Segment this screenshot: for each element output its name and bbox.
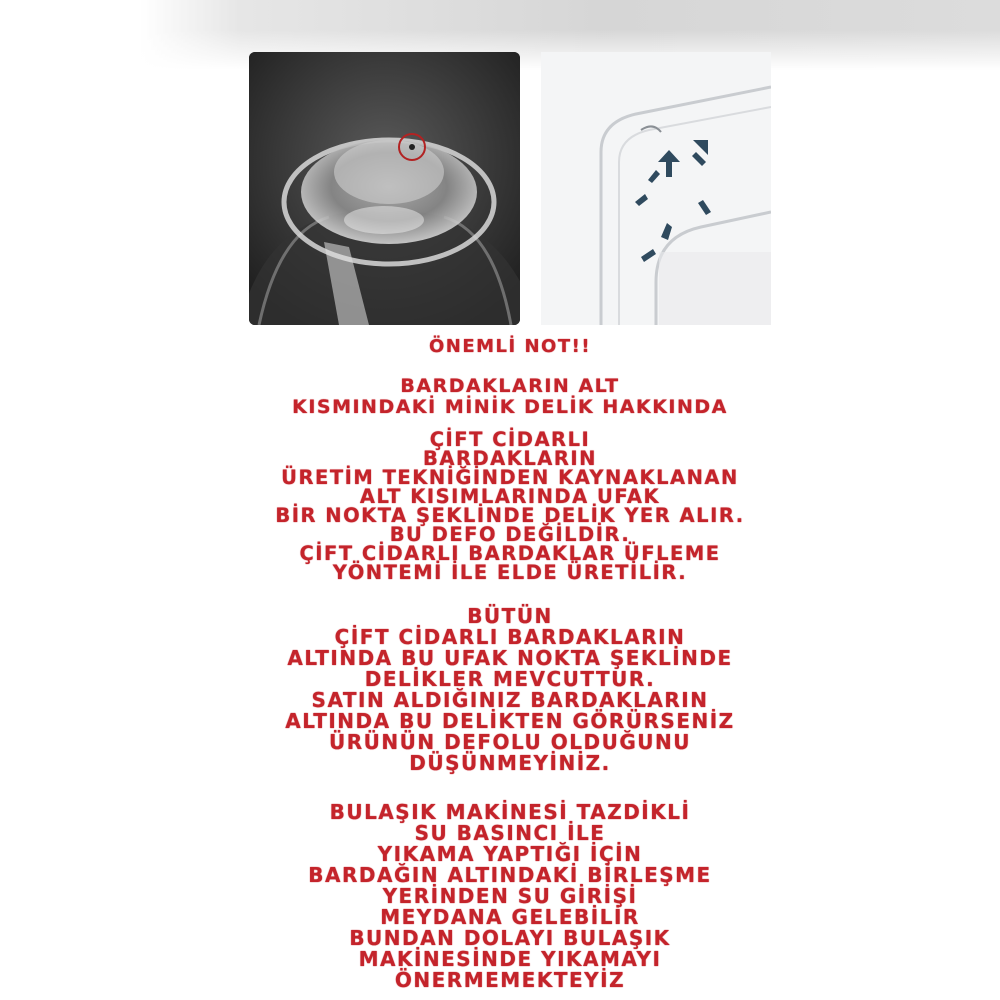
- note-line: ÜRETİM TEKNİĞİNDEN KAYNAKLANAN: [281, 466, 739, 489]
- note-line: YIKAMA YAPTIĞI İÇİN: [377, 842, 643, 866]
- note-line: YÖNTEMİ İLE ELDE ÜRETİLİR.: [332, 561, 688, 584]
- note-paragraph-3: [200, 802, 820, 991]
- note-line: BİR NOKTA ŞEKLİNDE DELİK YER ALIR.: [275, 504, 745, 527]
- note-line: BARDAKLARIN ALT: [400, 375, 620, 397]
- photo-strip: [249, 52, 771, 325]
- note-line: MAKİNESİNDE YIKAMAYI: [358, 947, 662, 971]
- note-line: BUNDAN DOLAYI BULAŞIK: [349, 926, 671, 950]
- note-line: BÜTÜN: [467, 604, 553, 628]
- note-line: ÖNERMEMEKTEYİZ: [394, 968, 626, 992]
- note-line: ÜRÜNÜN DEFOLU OLDUĞUNU: [329, 730, 691, 754]
- note-line: SATIN ALDIĞINIZ BARDAKLARIN: [311, 688, 709, 712]
- note-line: KISMINDAKİ MİNİK DELİK HAKKINDA: [292, 396, 728, 418]
- glass-rim-illustration: [541, 52, 771, 325]
- note-line: MEYDANA GELEBİLİR: [380, 905, 640, 929]
- note-line: BARDAKLARIN: [423, 447, 597, 470]
- note-line: BU DEFO DEĞİLDİR.: [389, 523, 631, 546]
- glass-bottom-illustration: [249, 52, 520, 325]
- airflow-diagram: [541, 52, 771, 325]
- note-title: ÖNEMLİ NOT!!: [428, 336, 592, 357]
- note-line: SU BASINCI İLE: [414, 821, 606, 845]
- glass-bottom-photo: [249, 52, 520, 325]
- note-line: DÜŞÜNMEYİNİZ.: [409, 751, 611, 775]
- note-line: DELİKLER MEVCUTTUR.: [364, 667, 656, 691]
- note-line: YERİNDEN SU GİRİŞİ: [382, 884, 638, 908]
- note-line: ÇİFT CİDARLI BARDAKLAR ÜFLEME: [299, 542, 721, 565]
- note-heading: [200, 376, 820, 418]
- note-line: ALTINDA BU UFAK NOKTA ŞEKLİNDE: [287, 646, 733, 670]
- note-line: ALT KISIMLARINDA UFAK: [359, 485, 661, 508]
- note-line: BARDAĞIN ALTINDAKİ BİRLEŞME: [308, 863, 712, 887]
- note-line: ALTINDA BU DELİKTEN GÖRÜRSENİZ: [285, 709, 735, 733]
- note-line: ÇİFT CİDARLI BARDAKLARIN: [334, 625, 686, 649]
- note-paragraph-2: [200, 606, 820, 774]
- note-line: BULAŞIK MAKİNESİ TAZDİKLİ: [329, 800, 691, 824]
- note-line: ÇİFT CİDARLI: [429, 428, 591, 451]
- important-note: [200, 336, 820, 991]
- note-paragraph-1: [200, 430, 820, 582]
